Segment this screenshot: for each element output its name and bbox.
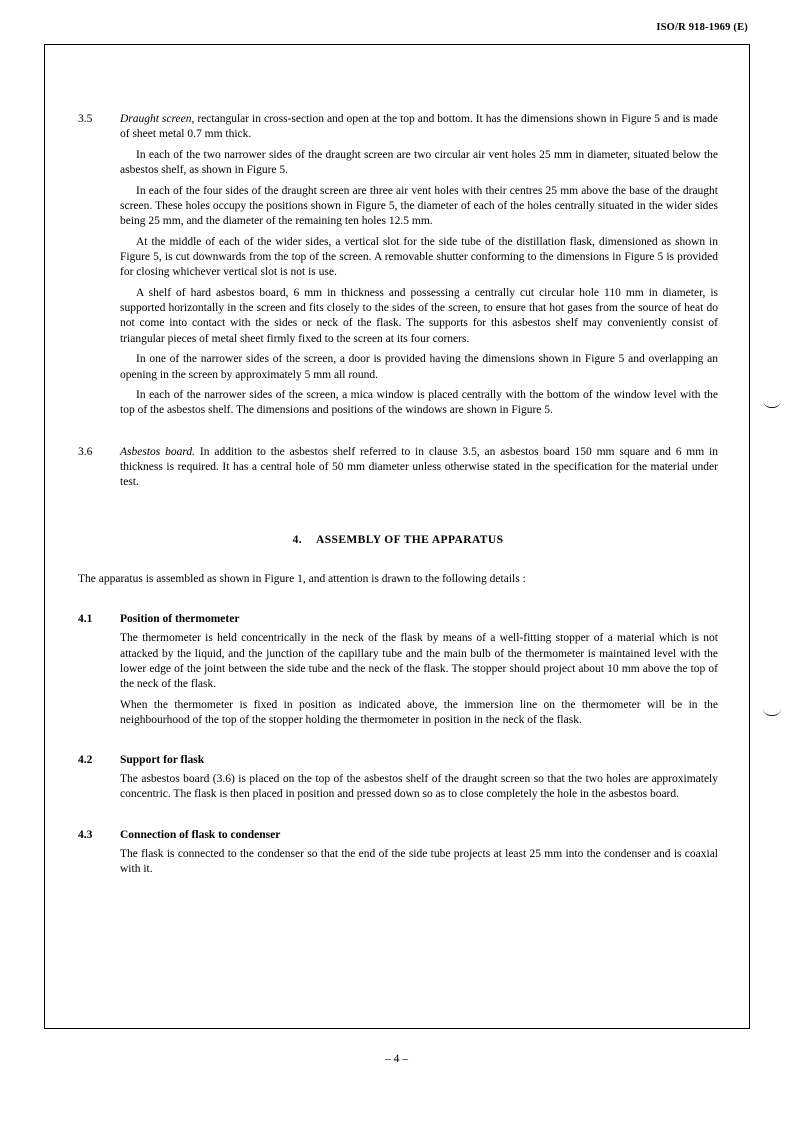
fold-mark-icon	[763, 708, 781, 716]
subsection-title: Position of thermometer	[120, 613, 240, 626]
paragraph: In each of the narrower sides of the screen, a mica window is placed centrally with the bottom of the window level with the top of the asbestos shelf. The dimensions and positions of the windows are shown in Figure 5.	[120, 389, 718, 417]
spacer	[78, 419, 718, 445]
clause-3-6	[78, 445, 718, 491]
subsection-number: 4.2	[78, 754, 93, 767]
section-heading	[78, 534, 718, 546]
paragraph: In one of the narrower sides of the screen, a door is provided having the dimensions shown in Figure 5 and overlapping an opening in the screen by approximately 5 mm all round.	[120, 353, 718, 381]
section-lead-paragraph: The apparatus is assembled as shown in Figure 1, and attention is drawn to the following details :	[78, 573, 526, 586]
subsection-title: Connection of flask to condenser	[120, 828, 281, 841]
clause-3-5	[78, 112, 718, 419]
subsection-heading-4-1	[78, 613, 718, 625]
spacer	[78, 490, 718, 516]
paragraph: In each of the four sides of the draught screen are three air vent holes with their centres 25 mm above the base of the draught screen. These holes occupy the positions shown in Figure 5, the diameter of each of the holes centrally situated in the wider sides being 25 mm, and the diameter of the remaining ten holes 12.5 mm.	[120, 184, 718, 228]
fold-mark-icon	[763, 400, 781, 408]
paragraph	[120, 445, 718, 491]
paragraph: The flask is connected to the condenser so that the end of the side tube projects at least 25 mm into the condenser and is coaxial with it.	[120, 847, 718, 875]
subsection-body-4-3	[120, 847, 718, 877]
clause-body	[120, 112, 718, 419]
paragraph: The thermometer is held concentrically in the neck of the flask by means of a well-fitting stopper of a material which is not attacked by the liquid, and the junction of the capillary tube and the main bulb of the thermometer is maintained level with the lower edge of the joint between the side tube and the neck of the flask. The stopper should project about 10 mm above the top of the neck of the flask.	[120, 632, 718, 691]
spacer	[78, 587, 718, 613]
paragraph-text: In addition to the asbestos shelf referred to in clause 3.5, an asbestos board 150 mm square and 6 mm in thickness is required. It has a central hole of 50 mm diameter unless otherwise stated in the specification for the material under test.	[120, 445, 718, 489]
document-content	[78, 112, 718, 877]
spacer	[78, 803, 718, 829]
paragraph-text: rectangular in cross-section and open at the top and bottom. It has the dimensions shown in Figure 5 and is made of sheet metal 0.7 mm thick.	[120, 113, 719, 141]
paragraph: At the middle of each of the wider sides, a vertical slot for the side tube of the distillation flask, dimensioned as shown in Figure 5, is cut downwards from the top of the screen. A removable shutter conforming to the dimensions in Figure 5 is provided for closing whichever vertical slot is not is use.	[120, 235, 718, 279]
subsection-number: 4.1	[78, 613, 93, 626]
clause-term: Draught screen,	[120, 113, 195, 125]
spacer	[78, 546, 718, 572]
clause-number: 3.5	[78, 113, 93, 125]
paragraph: The asbestos board (3.6) is placed on the top of the asbestos shelf of the draught screen so that the two holes are approximately concentric. The flask is then placed in position and pressed down so as to close completely the hole in the asbestos board.	[120, 773, 718, 801]
subsection-heading-4-2	[78, 754, 718, 766]
subsection-body-4-2	[120, 772, 718, 802]
paragraph	[120, 112, 718, 142]
clause-number: 3.6	[78, 445, 93, 458]
subsection-title: Support for flask	[120, 754, 205, 767]
paragraph: A shelf of hard asbestos board, 6 mm in thickness and possessing a centrally cut circular hole 110 mm in diameter, is supported horizontally in the screen and fits closely to the sides of the screen, to ensure that hot gases from the source of heat do not come into contact with the sides or neck of the flask. The supports for this asbestos shelf may conveniently consist of triangular pieces of metal sheet firmly fixed to the screen at its four corners.	[120, 287, 718, 345]
subsection-heading-4-3	[78, 829, 718, 841]
subsection-body-4-1	[120, 631, 718, 728]
clause-body	[120, 445, 718, 491]
paragraph: In each of the two narrower sides of the draught screen are two circular air vent holes 25 mm in diameter, situated below the asbestos shelf, as shown in Figure 5.	[120, 148, 718, 177]
subsection-number: 4.3	[78, 828, 93, 841]
spacer	[78, 516, 718, 534]
clause-term: Asbestos board.	[120, 445, 196, 458]
paragraph: When the thermometer is fixed in position as indicated above, the immersion line on the thermometer will be in the neighbourhood of the top of the stopper holding the thermometer in position in the neck of the flask.	[120, 698, 718, 726]
document-header-code: ISO/R 918-1969 (E)	[656, 22, 748, 33]
section-number: 4.	[292, 534, 303, 547]
page-number: – 4 –	[385, 1053, 408, 1065]
section-title-text: ASSEMBLY OF THE APPARATUS	[316, 534, 504, 547]
spacer	[78, 728, 718, 754]
